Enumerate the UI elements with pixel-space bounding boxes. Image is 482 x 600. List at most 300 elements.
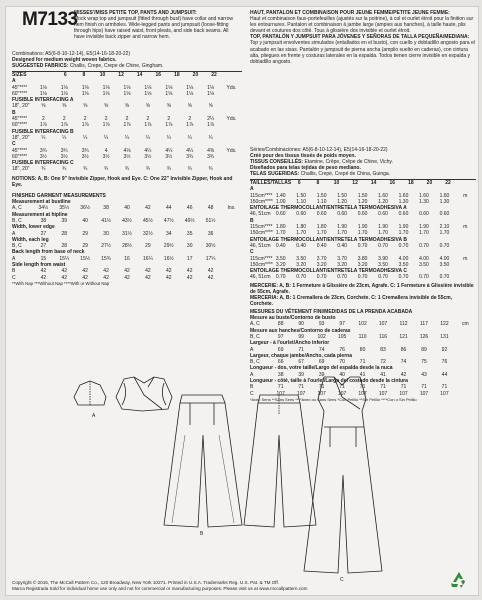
value-cell: 1⅛ [39, 84, 47, 91]
value-cell: 42 [40, 268, 47, 275]
value-cell: 15 [40, 255, 47, 262]
row-label: B [12, 268, 16, 275]
value-cell: ¾ [187, 166, 192, 173]
value-cell: 86 [400, 346, 407, 353]
value-cell: 1⅛ [186, 90, 194, 97]
size-cell: 12 [352, 180, 358, 186]
table-row [12, 166, 242, 172]
value-cell: 42 [103, 268, 109, 275]
value-cell: 30½ [205, 243, 216, 250]
value-cell: 0.70 [419, 242, 429, 249]
value-cell: 42 [82, 268, 88, 275]
value-cell: ¾ [41, 166, 46, 173]
row-label: Width, lower edge [12, 224, 55, 231]
row-label: B [12, 109, 16, 116]
value-cell: 42 [61, 268, 68, 275]
row-label: Side length from waist [12, 262, 66, 269]
value-cell: 4.00 [419, 255, 429, 262]
table-row [250, 274, 476, 280]
value-cell: 34½ [38, 205, 49, 212]
value-cell: 1.20 [337, 198, 347, 205]
value-cell: 1.60 [439, 192, 450, 199]
value-cell: 40 [82, 217, 88, 224]
value-cell: 71 [339, 384, 345, 391]
label-a: A [92, 413, 96, 419]
value-cell: 2 [146, 116, 150, 123]
value-cell: 15½ [80, 255, 91, 262]
value-cell: 16¼ [143, 255, 153, 262]
value-cell: 0.70 [378, 274, 388, 281]
view-b-pants-back [244, 395, 316, 527]
value-cell: 42 [61, 274, 68, 281]
value-cell: ¼ [83, 134, 88, 141]
value-cell: 107 [419, 390, 429, 397]
value-cell: 107 [378, 321, 388, 328]
value-cell: 102 [317, 333, 326, 340]
value-cell: 27 [40, 230, 47, 237]
value-cell: 3.20 [275, 261, 286, 268]
spanish-title: TOP, PANTALÓN Y JUMPSUIT PARA JÓVENES Y SEÑORAS DE TALLA PEQUEÑA/MEDIANA: [250, 34, 470, 41]
mercerie-section [250, 283, 476, 307]
value-cell: 49½ [184, 217, 195, 224]
footer [12, 580, 474, 592]
value-cell: 31½ [122, 230, 132, 237]
value-cell: m [463, 224, 468, 231]
value-cell: 4⅛ [123, 147, 131, 154]
row-label: 115cm**** [250, 255, 273, 262]
size-cell: 12 [118, 72, 124, 78]
value-cell: Ins. [227, 205, 236, 212]
value-cell: 90 [298, 321, 304, 328]
size-cell: 8 [316, 180, 320, 186]
value-cell: 107 [337, 390, 347, 397]
table-row [250, 230, 476, 236]
value-cell: 107 [399, 390, 408, 397]
value-cell: 3.80 [357, 255, 368, 262]
value-cell: Yds. [226, 147, 237, 154]
value-cell: 0.40 [296, 242, 307, 249]
value-cell: 1⅛ [102, 84, 110, 91]
value-cell: 1.70 [439, 230, 450, 237]
value-cell: ¼ [208, 134, 213, 141]
value-cell: 69 [318, 359, 325, 366]
value-cell: 32½ [143, 230, 153, 237]
sizes-label: SIZES [12, 72, 27, 78]
value-cell: 1.50 [316, 192, 327, 199]
value-cell: 42 [124, 268, 130, 275]
value-cell: 1.60 [398, 192, 409, 199]
size-cell: 18 [174, 72, 180, 78]
suggested-fabrics-label: SUGGESTED FABRICS: [12, 63, 69, 70]
value-cell: cm [462, 321, 469, 328]
row-label: C [12, 274, 16, 281]
value-cell: 1.70 [316, 230, 327, 237]
view-a-top-front [116, 377, 172, 411]
value-cell: 1⅛ [186, 84, 194, 91]
value-cell: 112 [399, 321, 408, 328]
value-cell: 42 [166, 274, 172, 281]
spanish-description: Top y jumpsuit envolventes simulados (entallados en el busto), con cuello y dobladillo angosto para el acabado en las sisas. Pantalón y jumpsuit de pierna ancha (amplio suelto en caderas), con cintura alta, pliegues en frente y costuras laterales en la espalda. Todos tienen cierre invisible en espalda y dobladillo angosto. [250, 40, 475, 65]
value-cell: 40 [124, 205, 130, 212]
value-cell: 42 [186, 268, 193, 275]
value-cell: 2 [188, 116, 192, 123]
value-cell: 3.50 [296, 255, 307, 262]
value-cell: 71 [298, 346, 304, 353]
value-cell: ⅝ [41, 103, 46, 110]
value-cell: 42 [145, 268, 151, 275]
value-cell: ¼ [187, 134, 192, 141]
value-cell: 1.80 [296, 224, 307, 231]
value-cell: ¼ [103, 134, 109, 141]
value-cell: 0.70 [275, 274, 286, 281]
value-cell: 42 [186, 274, 193, 281]
table-row [250, 256, 476, 262]
value-cell: 71 [359, 359, 366, 366]
value-cell: 3.50 [378, 261, 388, 268]
value-cell: 1⅞ [60, 122, 68, 129]
value-cell: 107 [440, 390, 449, 397]
value-cell: 43 [421, 371, 427, 378]
value-cell: 1.40 [275, 192, 286, 199]
value-cell: 0.70 [398, 274, 409, 281]
value-cell: 2 [83, 116, 87, 123]
value-cell: 74 [400, 359, 407, 366]
value-cell: 0.60 [275, 211, 286, 218]
size-cell: 18 [408, 180, 414, 186]
view-a-top-back [74, 381, 106, 405]
value-cell: 4 [104, 147, 108, 154]
value-cell: 1.50 [357, 192, 368, 199]
value-cell: 42 [207, 274, 214, 281]
value-cell: 1.70 [357, 230, 368, 237]
size-cell: 10 [333, 180, 340, 186]
row-label: A [250, 186, 254, 193]
value-cell: 0.40 [275, 242, 286, 249]
value-cell: 29 [145, 243, 151, 250]
english-description: Mock wrap top and jumpsuit (fitted through bust) have collar and narrow hem finish on armholes. Wide-legged pants and jumpsuit (loose-fitting through hips) have raised waist, front pleats, and side back seams. All have invisible back zipper and narrow hem. [74, 16, 233, 41]
telas-list: Challis, Crepé, Crepé de China, Guinga. [300, 171, 391, 178]
value-cell: 35½ [59, 205, 70, 212]
value-cell: 83 [380, 346, 386, 353]
value-cell: 0.60 [296, 211, 307, 218]
row-label: B, C [250, 333, 260, 340]
value-cell: 35 [186, 230, 193, 237]
value-cell: 38 [40, 217, 47, 224]
row-label: A [250, 346, 254, 353]
value-cell: 107 [297, 390, 306, 397]
value-cell: 4¼ [186, 147, 194, 154]
value-cell: 67 [298, 359, 304, 366]
value-cell: 44 [166, 205, 172, 212]
value-cell: 0.60 [316, 211, 327, 218]
value-cell: ¼ [166, 134, 171, 141]
value-cell: 72 [380, 359, 386, 366]
value-cell: 107 [317, 390, 326, 397]
value-cell: ⅝ [208, 103, 213, 110]
value-cell: Yds. [226, 84, 237, 91]
value-cell: 36 [207, 230, 214, 237]
table-row [250, 243, 476, 249]
value-cell: 107 [276, 390, 285, 397]
row-label: Largeur - à l'ourlet/Ancho inferior [250, 340, 330, 347]
row-label: 46, 51cm [250, 274, 271, 281]
size-cell: 20 [426, 180, 433, 186]
row-label: Largeur, chaque jambe/Ancho, cada pierna [250, 352, 352, 359]
row-label: B, C [12, 243, 22, 250]
value-cell: ¼ [145, 134, 150, 141]
value-cell: 99 [298, 333, 304, 340]
row-label: C [12, 141, 16, 148]
row-label: 18", 20" [12, 134, 30, 141]
value-cell: 3¾ [39, 147, 47, 154]
row-label: A [12, 230, 16, 237]
yardage-table [12, 72, 242, 173]
value-cell: 3.50 [419, 261, 429, 268]
mesures-title: MESURES DU VÊTEMENT FINI/MEDIDAS DE LA PRENDA ACABADA [250, 309, 413, 315]
combinations-text: Combinations: A5(6-8-10-12-14), E5(14-16-18-20-22) [12, 51, 131, 57]
value-cell: 3.90 [378, 255, 388, 262]
french-description: Haut et combinaison faux-portefeuilles (ajustés sur la poitrine), à col et ourlet étroit pour la finition sur les entournures. Pantalon et combinaison à jambe large (ampies aux hanches), à taille haute, plis devant et coutures dos côté. Tous à glissière dos invisible et ourlet étroit. [250, 16, 474, 35]
value-cell: ⅝ [124, 103, 130, 110]
value-cell: 1⅞ [165, 122, 173, 129]
value-cell: 28 [61, 243, 68, 250]
merceria-text: MERCERIA: A, B: 1 Cremallera de 23cm, Corchete. C: 1 Cremallera invisible de 55cm, Corchete. [250, 295, 453, 308]
fr-es-fabric-info [250, 147, 476, 177]
value-cell: 28½ [122, 243, 132, 250]
row-label: Width, each leg [12, 236, 49, 243]
value-cell: 2 [125, 116, 129, 123]
value-cell: 42 [400, 371, 407, 378]
value-cell: 38 [103, 205, 109, 212]
fr-es-nap-note: *Avec Sens **Sans Sens ****Avec ou Sans Sens *Con Pelillo **Sin Pelillo ****Con o Sin Pelillo [250, 396, 417, 402]
value-cell: 2 [41, 116, 45, 123]
value-cell: 1⅞ [81, 122, 89, 129]
value-cell: 0.70 [378, 242, 388, 249]
value-cell: 97 [339, 321, 345, 328]
value-cell: 3.70 [316, 255, 327, 262]
notions-text: NOTIONS: A, B: One 9" Invisible Zipper, Hook and Eye. C: One 22" Invisible Zipper, Hook and Eye. [12, 176, 233, 189]
value-cell: 27 [40, 243, 47, 250]
value-cell: 70 [339, 359, 345, 366]
value-cell: 1.90 [419, 224, 429, 231]
value-cell: 51½ [205, 217, 216, 224]
english-header [74, 10, 240, 40]
value-cell: 3¾ [81, 147, 89, 154]
value-cell: 1⅛ [60, 90, 68, 97]
value-cell: 39 [61, 217, 68, 224]
value-cell: 71 [359, 384, 366, 391]
value-cell: ⅝ [103, 103, 109, 110]
row-label: 150cm**** [250, 261, 273, 268]
value-cell: 3½ [123, 153, 131, 160]
row-label: Longueur - côté, taille à l'ourlet/Largo del costado desde la cintura [250, 378, 408, 385]
row-label: ENTOILAGE THERMOCOLLANT/ENTRETELA TERMOADHESIVA A [250, 205, 407, 212]
value-cell: 0.70 [357, 274, 368, 281]
value-cell: 34 [166, 230, 172, 237]
value-cell: 1⅛ [207, 84, 215, 91]
value-cell: 75 [421, 359, 427, 366]
value-cell: 27½ [101, 243, 111, 250]
value-cell: 116 [379, 333, 388, 340]
value-cell: ¼ [41, 134, 46, 141]
size-cell: 14 [136, 72, 143, 78]
value-cell: 3.20 [296, 261, 307, 268]
table-row [12, 85, 242, 91]
value-cell: ⅝ [166, 103, 171, 110]
row-label: 46, 51cm [250, 242, 271, 249]
row-label: B [250, 384, 254, 391]
value-cell: 0.40 [337, 242, 347, 249]
value-cell: 1.30 [398, 198, 409, 205]
value-cell: 1.70 [419, 230, 429, 237]
english-fabric-info [12, 51, 242, 69]
value-cell: 80 [359, 346, 366, 353]
size-cell: 14 [370, 180, 377, 186]
row-label: 115cm**** [250, 224, 273, 231]
value-cell: 4.00 [439, 255, 450, 262]
value-cell: 1⅞ [102, 122, 110, 129]
row-label: ENTOILAGE THERMOCOLLANT/ENTRETELA TERMOADHESIVA C [250, 268, 407, 275]
row-label: 18", 20" [12, 103, 30, 110]
value-cell: 1⅛ [102, 90, 110, 97]
value-cell: 76 [441, 359, 448, 366]
value-cell: 76 [339, 346, 345, 353]
value-cell: ¾ [208, 166, 213, 173]
table-row [12, 122, 242, 128]
value-cell: 42 [207, 268, 214, 275]
value-cell: 17 [186, 255, 193, 262]
value-cell: ⅝ [145, 103, 150, 110]
value-cell: 71 [421, 384, 427, 391]
value-cell: 1⅞ [39, 122, 47, 129]
value-cell: 41 [380, 371, 386, 378]
view-b-pants-front [164, 395, 242, 527]
value-cell: 1.80 [275, 224, 286, 231]
value-cell: 2 [167, 116, 171, 123]
value-cell: 1⅞ [144, 122, 152, 129]
value-cell: 122 [440, 321, 449, 328]
row-label: 46, 51cm [250, 211, 271, 218]
value-cell: 3.50 [439, 261, 450, 268]
value-cell: 42 [145, 205, 151, 212]
value-cell: 0.70 [419, 274, 429, 281]
value-cell: 1⅛ [144, 90, 152, 97]
value-cell: 48 [207, 205, 214, 212]
value-cell: 15¼ [59, 255, 70, 262]
value-cell: 1⅛ [144, 84, 152, 91]
value-cell: 1.70 [275, 230, 286, 237]
value-cell: 3½ [165, 153, 173, 160]
value-cell: 69 [277, 346, 284, 353]
trademark-line: Marca Registrada Sold for individual home use only and not for commercial or manufacturing purposes. Please visit us at www.mccallpattern.com [12, 585, 308, 591]
size-cell: 22 [445, 180, 451, 186]
value-cell: 43½ [122, 217, 132, 224]
size-cell: 10 [99, 72, 106, 78]
row-label: 60"**** [12, 90, 28, 97]
value-cell: 42 [166, 268, 172, 275]
row-label: FUSIBLE INTERFACING A [12, 97, 74, 104]
value-cell: 39 [298, 371, 304, 378]
value-cell: ¼ [124, 134, 130, 141]
row-label: Back length from base of neck [12, 249, 85, 256]
value-cell: 89 [421, 346, 427, 353]
value-cell: 71 [277, 384, 284, 391]
finished-measurements [12, 193, 242, 287]
value-cell: 1⅛ [60, 84, 68, 91]
table-row [250, 193, 476, 199]
value-cell: 0.70 [316, 274, 327, 281]
label-c: C [340, 577, 344, 583]
value-cell: 4⅜ [207, 147, 215, 154]
value-cell: 2.10 [439, 224, 450, 231]
value-cell: 3.20 [357, 261, 368, 268]
value-cell: ¾ [145, 166, 150, 173]
value-cell: 1⅛ [165, 90, 173, 97]
value-cell: 121 [399, 333, 408, 340]
row-label: 60"**** [12, 122, 28, 129]
value-cell: 1.70 [398, 230, 409, 237]
value-cell: 1.30 [439, 198, 450, 205]
value-cell: 42 [124, 274, 130, 281]
value-cell: 126 [419, 333, 429, 340]
value-cell: 3½ [39, 153, 47, 160]
value-cell: 29½ [163, 243, 174, 250]
value-cell: 1.50 [296, 192, 307, 199]
value-cell: 1⅛ [165, 84, 173, 91]
value-cell: 71 [318, 384, 325, 391]
value-cell: 1⅞ [123, 122, 131, 129]
size-cell: 16 [389, 180, 396, 186]
row-label: 115cm**** [250, 192, 273, 199]
value-cell: 1⅛ [39, 90, 47, 97]
row-label: FUSIBLE INTERFACING B [12, 128, 74, 135]
size-cell: 6 [297, 180, 301, 186]
mercerie-text: MERCERIE: A, B: 1 Fermeture à Glissière de 23cm, Agrafe. C: 1 Fermeture à Glissière invisible de 55cm, Agrafe. [250, 283, 474, 296]
value-cell: 3½ [102, 153, 110, 160]
value-cell: 1.80 [316, 224, 327, 231]
table-row [12, 148, 242, 154]
table-row [12, 205, 242, 211]
value-cell: 0.70 [296, 274, 307, 281]
tissus-label: TISSUS CONSEILLÉS: [250, 159, 304, 166]
value-cell: 29 [82, 243, 88, 250]
recycle-icon [449, 570, 469, 590]
value-cell: 2 [104, 116, 108, 123]
row-label: 60"**** [12, 153, 28, 160]
value-cell: 0.60 [378, 211, 388, 218]
value-cell: 97 [277, 333, 284, 340]
value-cell: 4¼ [144, 147, 152, 154]
value-cell: 1.60 [378, 192, 388, 199]
row-label: 150cm**** [250, 198, 273, 205]
value-cell: 30 [186, 243, 193, 250]
value-cell: 3.20 [337, 261, 347, 268]
value-cell: m [463, 255, 468, 262]
value-cell: 17¼ [205, 255, 216, 262]
value-cell: 42 [40, 274, 47, 281]
english-title: MISSES'/MISS PETITE TOP, PANTS AND JUMPSUIT: [74, 10, 197, 16]
row-label: 150cm**** [250, 230, 273, 237]
copyright-line: Copyright © 2015, The McCall Pattern Co., 120 Broadway, New York 10271. Printed in U.S.A. Trademarks Reg. U.S. Pat. & TM Off. [12, 579, 280, 585]
value-cell: 38 [277, 371, 284, 378]
value-cell: 3¾ [207, 153, 215, 160]
value-cell: 3.50 [398, 261, 409, 268]
row-label: ENTOILAGE THERMOCOLLANT/ENTRETELA TERMOADHESIVA B [250, 236, 407, 243]
value-cell: 105 [337, 333, 347, 340]
value-cell: 42 [145, 274, 151, 281]
value-cell: 1⅛ [123, 84, 131, 91]
value-cell: 1⅛ [207, 90, 215, 97]
